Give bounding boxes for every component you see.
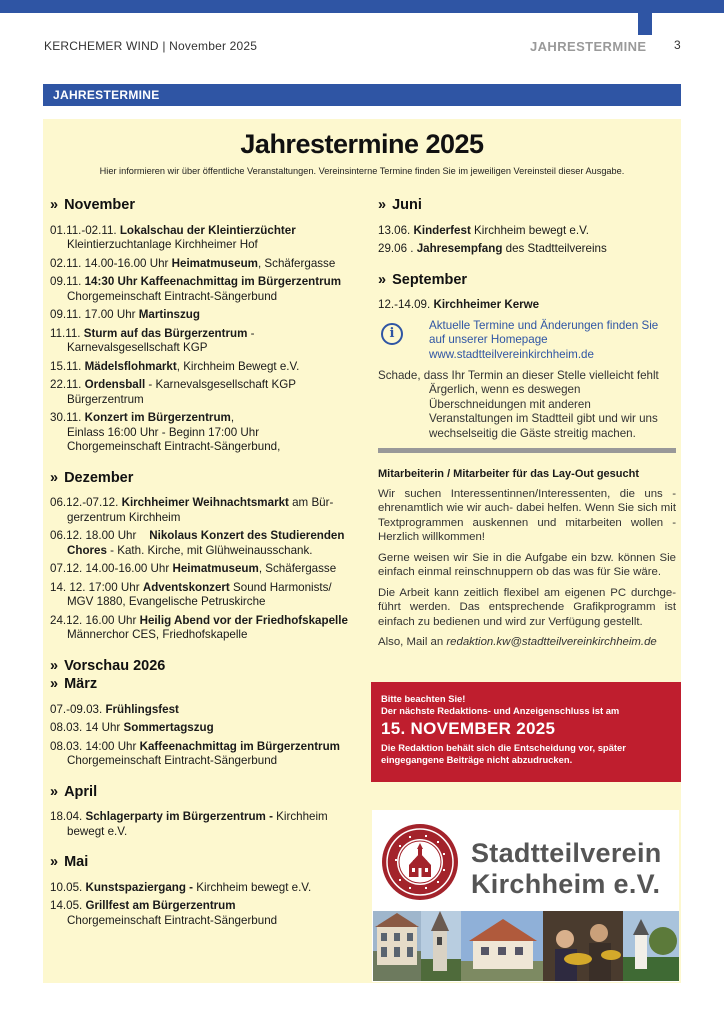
info-line: Aktuelle Termine und Änderungen finden Sie <box>429 318 659 332</box>
heading-vorschau: » Vorschau 2026 <box>50 657 166 674</box>
event-item: 02.11. 14.00-16.00 Uhr Heimatmuseum, Schäfergasse <box>50 256 336 270</box>
event-item: 14.05. Grillfest am Bürgerzentrum Chorgemeinschaft Eintracht-Sängerbund <box>50 899 278 927</box>
top-color-bar <box>0 0 724 13</box>
event-item: 22.11. Ordensball - Karnevalsgesellschaft KGP Bürgerzentrum <box>50 378 296 406</box>
info-notice <box>378 319 676 363</box>
job-ad-paragraph: Gerne weisen wir Sie in die Aufgabe ein bzw. können Sie einfach einmal reinschnuppern ob das was für Sie wäre. <box>378 551 676 578</box>
divider <box>378 448 676 453</box>
event-item: 14. 12. 17:00 Uhr Adventskonzert Sound Harmonists/ MGV 1880, Evangelische Petruskirche <box>50 580 332 608</box>
section-title-bar: JAHRESTERMINE <box>43 84 681 106</box>
event-item: 06.12. 18.00 Uhr Nikolaus Konzert des Studierenden Chores - Kath. Kirche, mit Glühweinausschank. <box>50 529 345 557</box>
event-item: 06.12.-07.12. Kirchheimer Weihnachtsmarkt am Bür- gerzentrum Kirchheim <box>50 496 334 524</box>
event-item: 24.12. 16.00 Uhr Heilig Abend vor der Friedhofskapelle Männerchor CES, Friedhofskapelle <box>50 613 348 641</box>
notice-line: Der nächste Redaktions- und Anzeigenschluss ist am <box>381 705 620 716</box>
email-link[interactable]: redaktion.kw@stadtteilvereinkirchheim.de <box>446 636 657 648</box>
event-item: 11.11. Sturm auf das Bürgerzentrum - Karnevalsgesellschaft KGP <box>50 326 255 354</box>
deadline-notice <box>371 682 681 782</box>
event-item: 29.06 . Jahresempfang des Stadtteilvereins <box>378 242 607 255</box>
month-heading-november: » November <box>50 197 135 213</box>
month-heading-maerz: » März <box>50 676 98 692</box>
running-header: KERCHEMER WIND | November 2025 <box>44 39 258 53</box>
notice-line: Bitte beachten Sie! <box>381 693 466 704</box>
job-ad-paragraph: Wir suchen Interessentinnen/Interessenten, die uns - ehrenamtlich wie wir auch- dabei helfen. Wenn Sie sich mit Textprogrammen auskennen und mitarbeiten wollen -Herzlich willkommen! <box>378 487 676 543</box>
event-item: 30.11. Konzert im Bürgerzentrum, Einlass 16:00 Uhr - Beginn 17:00 Uhr Chorgemeinschaft Eintracht-Sängerbund, <box>50 411 281 453</box>
event-item: 01.11.-02.11. Lokalschau der Kleintierzüchter Kleintierzuchtanlage Kirchheimer Hof <box>50 223 296 251</box>
event-item: 12.-14.09. Kirchheimer Kerwe <box>378 298 540 311</box>
event-item: 10.05. Kunstspaziergang - Kirchheim bewegt e.V. <box>50 880 312 894</box>
event-item: 08.03. 14:00 Uhr Kaffeenachmittag im Bürgerzentrum Chorgemeinschaft Eintracht-Sängerbund <box>50 739 340 767</box>
event-item: 09.11. 14:30 Uhr Kaffeenachmittag im Bürgerzentrum Chorgemeinschaft Eintracht-Sängerbund <box>50 275 342 303</box>
month-heading-mai: » Mai <box>50 854 89 870</box>
left-column <box>50 198 362 932</box>
notice-line: Die Redaktion behält sich die Entscheidung vor, später <box>381 742 626 753</box>
missing-event-note: Schade, dass Ihr Termin an dieser Stelle vielleicht fehlt Ärgerlich, wenn es deswegen Überschneidungen mit anderen Veranstaltungen im Stadtteil gibt und wir uns wechselseitig die Gäste streitig machen. <box>378 368 659 440</box>
page-title: Jahrestermine 2025 <box>240 129 484 159</box>
section-header: JAHRESTERMINE <box>530 39 647 54</box>
top-color-tab <box>638 13 652 35</box>
deadline-date: 15. NOVEMBER 2025 <box>381 719 556 738</box>
event-item: 07.12. 14.00-16.00 Uhr Heimatmuseum, Schäfergasse <box>50 562 337 575</box>
info-icon: i <box>381 323 403 345</box>
right-column <box>378 198 676 650</box>
seal-year: 1922 <box>412 860 428 866</box>
event-item: 13.06. Kinderfest Kirchheim bewegt e.V. <box>378 223 589 237</box>
event-item: 18.04. Schlagerparty im Bürgerzentrum - Kirchheim bewegt e.V. <box>50 810 328 838</box>
event-item: 07.-09.03. Frühlingsfest <box>50 702 179 716</box>
month-heading-dezember: » Dezember <box>50 469 134 486</box>
club-name: Stadtteilverein Kirchheim e.V. <box>471 838 662 899</box>
job-ad-paragraph: Die Arbeit kann zeitlich flexibel am eigenen PC durchge-führt werden. Das entsprechende Grafikprogramm ist einfach zu bedienen und wird zur Verfügung gestellt. <box>378 586 676 628</box>
month-heading-september: » September <box>378 271 468 288</box>
event-item: 15.11. Mädelsflohmarkt, Kirchheim Bewegt e.V. <box>50 359 300 373</box>
job-ad-contact: Also, Mail an redaktion.kw@stadtteilvereinkirchheim.de <box>378 636 657 648</box>
month-heading-juni: » Juni <box>378 197 422 213</box>
month-heading-april: » April <box>50 783 98 800</box>
info-line: auf unserer Homepage <box>429 333 548 346</box>
job-ad-title: Mitarbeiterin / Mitarbeiter für das Lay-Out gesucht <box>378 468 639 480</box>
page-number: 3 <box>674 38 681 52</box>
photo-collage <box>373 911 679 981</box>
club-seal-icon <box>381 823 459 901</box>
homepage-link[interactable]: www.stadtteilvereinkirchheim.de <box>429 347 594 361</box>
notice-line: eingegangene Beiträge nicht abzudrucken. <box>381 754 573 765</box>
event-item: 09.11. 17.00 Uhr Martinszug <box>50 308 200 321</box>
event-item: 08.03. 14 Uhr Sommertagszug <box>50 721 214 734</box>
intro-text: Hier informieren wir über öffentliche Veranstaltungen. Vereinsinterne Termine finden Sie im jeweiligen Vereinsteil dieser Ausgabe. <box>99 166 625 176</box>
